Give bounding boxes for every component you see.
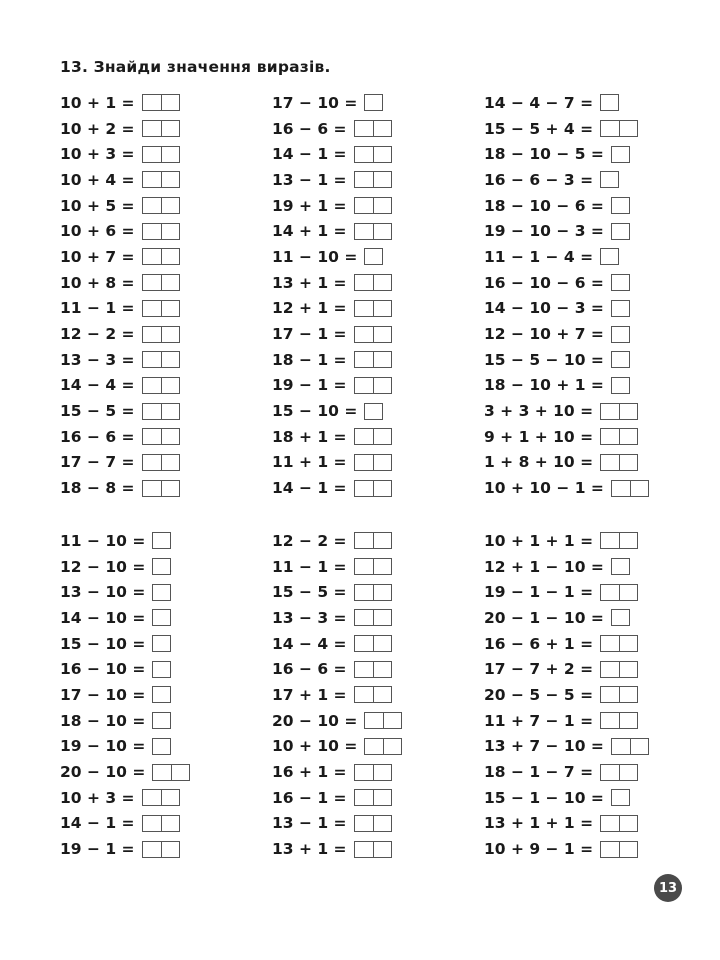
expression-row xyxy=(484,270,704,296)
expression-text: 14 + 1 = xyxy=(272,222,347,241)
expression-row xyxy=(272,450,492,476)
answer-box[interactable] xyxy=(611,351,630,368)
expression-row xyxy=(272,244,492,270)
expression-row xyxy=(484,811,704,837)
answer-box[interactable] xyxy=(142,841,180,858)
expression-text: 15 − 5 − 10 = xyxy=(484,350,604,369)
answer-box[interactable] xyxy=(142,403,180,420)
expression-row xyxy=(272,270,492,296)
expression-row xyxy=(272,141,492,167)
answer-box[interactable] xyxy=(600,764,638,781)
expression-text: 11 − 1 = xyxy=(60,299,135,318)
expression-row xyxy=(60,759,280,785)
expression-text: 14 − 10 = xyxy=(60,608,146,627)
expression-text: 15 − 5 = xyxy=(272,583,347,602)
answer-box[interactable] xyxy=(364,403,383,420)
expression-row xyxy=(484,708,704,734)
answer-box[interactable] xyxy=(354,480,392,497)
answer-box[interactable] xyxy=(354,300,392,317)
expression-text: 10 + 6 = xyxy=(60,222,135,241)
answer-box[interactable] xyxy=(354,171,392,188)
answer-box[interactable] xyxy=(600,403,638,420)
exercise-column xyxy=(272,528,492,862)
answer-box[interactable] xyxy=(364,94,383,111)
expression-text: 17 − 7 + 2 = xyxy=(484,660,594,679)
answer-box[interactable] xyxy=(354,789,392,806)
expression-text: 11 − 1 = xyxy=(272,557,347,576)
expression-text: 11 − 10 = xyxy=(60,531,146,550)
expression-text: 16 − 6 = xyxy=(60,427,135,446)
expression-row xyxy=(60,218,280,244)
expression-row xyxy=(60,244,280,270)
expression-row xyxy=(272,785,492,811)
expression-row xyxy=(272,167,492,193)
answer-box[interactable] xyxy=(142,815,180,832)
expression-text: 16 + 1 = xyxy=(272,763,347,782)
expression-row xyxy=(272,218,492,244)
expression-text: 11 + 7 − 1 = xyxy=(484,711,594,730)
answer-box[interactable] xyxy=(600,686,638,703)
answer-box[interactable] xyxy=(611,197,630,214)
answer-box[interactable] xyxy=(142,248,180,265)
answer-box[interactable] xyxy=(364,248,383,265)
expression-text: 13 + 1 = xyxy=(272,840,347,859)
expression-text: 17 − 10 = xyxy=(60,685,146,704)
answer-box[interactable] xyxy=(611,326,630,343)
expression-text: 16 − 6 + 1 = xyxy=(484,634,594,653)
expression-row xyxy=(60,450,280,476)
expression-text: 13 − 10 = xyxy=(60,583,146,602)
expression-row xyxy=(484,475,704,501)
answer-box[interactable] xyxy=(600,661,638,678)
expression-row xyxy=(272,398,492,424)
answer-box[interactable] xyxy=(354,377,392,394)
expression-row xyxy=(272,811,492,837)
expression-row xyxy=(60,554,280,580)
answer-box[interactable] xyxy=(354,584,392,601)
expression-text: 20 − 1 − 10 = xyxy=(484,608,604,627)
expression-text: 17 + 1 = xyxy=(272,685,347,704)
answer-box[interactable] xyxy=(600,248,619,265)
exercise-column xyxy=(60,90,280,501)
answer-box[interactable] xyxy=(600,635,638,652)
answer-box[interactable] xyxy=(600,171,619,188)
expression-text: 10 + 9 − 1 = xyxy=(484,840,594,859)
expression-row xyxy=(60,682,280,708)
expression-row xyxy=(272,759,492,785)
answer-box[interactable] xyxy=(354,609,392,626)
expression-row xyxy=(60,811,280,837)
expression-text: 13 − 3 = xyxy=(272,608,347,627)
expression-row xyxy=(272,296,492,322)
answer-box[interactable] xyxy=(611,609,630,626)
answer-box[interactable] xyxy=(354,558,392,575)
answer-box[interactable] xyxy=(152,584,171,601)
answer-box[interactable] xyxy=(611,480,649,497)
expression-row xyxy=(272,321,492,347)
expression-row xyxy=(60,475,280,501)
expression-text: 16 − 6 = xyxy=(272,660,347,679)
answer-box[interactable] xyxy=(364,738,402,755)
expression-row xyxy=(60,528,280,554)
expression-row xyxy=(60,193,280,219)
expression-row xyxy=(484,656,704,682)
expression-text: 10 + 1 + 1 = xyxy=(484,531,594,550)
answer-box[interactable] xyxy=(142,351,180,368)
answer-box[interactable] xyxy=(600,841,638,858)
expression-row xyxy=(484,193,704,219)
answer-box[interactable] xyxy=(354,764,392,781)
expression-row xyxy=(484,554,704,580)
exercise-column xyxy=(60,528,280,862)
expression-text: 13 + 1 + 1 = xyxy=(484,814,594,833)
expression-text: 13 + 7 − 10 = xyxy=(484,737,604,756)
expression-text: 20 − 5 − 5 = xyxy=(484,685,594,704)
expression-row xyxy=(60,90,280,116)
expression-row xyxy=(484,116,704,142)
expression-text: 1 + 8 + 10 = xyxy=(484,453,594,472)
expression-text: 19 − 10 − 3 = xyxy=(484,222,604,241)
answer-box[interactable] xyxy=(354,428,392,445)
answer-box[interactable] xyxy=(364,712,402,729)
answer-box[interactable] xyxy=(152,635,171,652)
expression-text: 17 − 7 = xyxy=(60,453,135,472)
expression-row xyxy=(60,270,280,296)
expression-text: 17 − 1 = xyxy=(272,325,347,344)
expression-row xyxy=(484,244,704,270)
answer-box[interactable] xyxy=(354,815,392,832)
expression-text: 14 − 1 = xyxy=(272,479,347,498)
exercise-column xyxy=(272,90,492,501)
expression-text: 10 + 3 = xyxy=(60,145,135,164)
expression-text: 13 − 3 = xyxy=(60,350,135,369)
expression-row xyxy=(60,734,280,760)
expression-text: 18 − 10 − 6 = xyxy=(484,196,604,215)
expression-row xyxy=(484,528,704,554)
expression-text: 14 − 4 − 7 = xyxy=(484,93,594,112)
expression-row xyxy=(272,708,492,734)
expression-text: 18 + 1 = xyxy=(272,427,347,446)
expression-text: 9 + 1 + 10 = xyxy=(484,427,594,446)
expression-text: 14 − 4 = xyxy=(272,634,347,653)
answer-box[interactable] xyxy=(354,841,392,858)
expression-text: 15 − 5 = xyxy=(60,402,135,421)
expression-row xyxy=(60,321,280,347)
answer-box[interactable] xyxy=(611,789,630,806)
answer-box[interactable] xyxy=(152,661,171,678)
answer-box[interactable] xyxy=(354,197,392,214)
expression-text: 19 − 1 − 1 = xyxy=(484,583,594,602)
expression-row xyxy=(272,682,492,708)
expression-text: 16 − 6 = xyxy=(272,119,347,138)
answer-box[interactable] xyxy=(600,584,638,601)
expression-row xyxy=(484,759,704,785)
expression-row xyxy=(60,141,280,167)
expression-text: 12 − 10 + 7 = xyxy=(484,325,604,344)
expression-row xyxy=(272,90,492,116)
expression-row xyxy=(484,836,704,862)
expression-text: 14 − 1 = xyxy=(272,145,347,164)
expression-text: 13 − 1 = xyxy=(272,170,347,189)
expression-row xyxy=(272,528,492,554)
answer-box[interactable] xyxy=(152,738,171,755)
expression-row xyxy=(484,579,704,605)
expression-row xyxy=(60,424,280,450)
expression-row xyxy=(484,347,704,373)
answer-box[interactable] xyxy=(354,661,392,678)
exercise-column xyxy=(484,528,704,862)
expression-row xyxy=(60,605,280,631)
expression-text: 10 + 5 = xyxy=(60,196,135,215)
answer-box[interactable] xyxy=(600,815,638,832)
answer-box[interactable] xyxy=(600,532,638,549)
expression-text: 15 − 5 + 4 = xyxy=(484,119,594,138)
expression-text: 15 − 10 = xyxy=(272,402,358,421)
expression-text: 3 + 3 + 10 = xyxy=(484,402,594,421)
expression-row xyxy=(60,167,280,193)
answer-box[interactable] xyxy=(142,480,180,497)
expression-text: 18 − 10 − 5 = xyxy=(484,145,604,164)
answer-box[interactable] xyxy=(611,146,630,163)
expression-row xyxy=(60,836,280,862)
expression-row xyxy=(484,90,704,116)
answer-box[interactable] xyxy=(142,377,180,394)
answer-box[interactable] xyxy=(611,274,630,291)
exercise-column xyxy=(484,90,704,501)
expression-row xyxy=(484,141,704,167)
answer-box[interactable] xyxy=(611,558,630,575)
expression-text: 18 − 10 = xyxy=(60,711,146,730)
expression-row xyxy=(484,296,704,322)
expression-text: 19 + 1 = xyxy=(272,196,347,215)
expression-text: 15 − 10 = xyxy=(60,634,146,653)
answer-box[interactable] xyxy=(142,94,180,111)
answer-box[interactable] xyxy=(354,120,392,137)
answer-box[interactable] xyxy=(152,764,190,781)
expression-text: 16 − 10 − 6 = xyxy=(484,273,604,292)
answer-box[interactable] xyxy=(142,171,180,188)
answer-box[interactable] xyxy=(152,558,171,575)
expression-text: 18 − 1 − 7 = xyxy=(484,763,594,782)
expression-text: 13 − 1 = xyxy=(272,814,347,833)
answer-box[interactable] xyxy=(600,120,638,137)
answer-box[interactable] xyxy=(142,223,180,240)
answer-box[interactable] xyxy=(354,223,392,240)
expression-row xyxy=(60,631,280,657)
expression-text: 18 − 8 = xyxy=(60,479,135,498)
expression-text: 12 + 1 − 10 = xyxy=(484,557,604,576)
answer-box[interactable] xyxy=(152,609,171,626)
expression-row xyxy=(60,116,280,142)
expression-row xyxy=(484,167,704,193)
expression-text: 10 + 7 = xyxy=(60,247,135,266)
answer-box[interactable] xyxy=(611,738,649,755)
expression-text: 18 − 1 = xyxy=(272,350,347,369)
expression-text: 14 − 1 = xyxy=(60,814,135,833)
expression-row xyxy=(484,450,704,476)
expression-row xyxy=(272,373,492,399)
answer-box[interactable] xyxy=(152,532,171,549)
expression-text: 12 − 10 = xyxy=(60,557,146,576)
expression-row xyxy=(484,682,704,708)
expression-text: 18 − 10 + 1 = xyxy=(484,376,604,395)
expression-text: 19 − 1 = xyxy=(272,376,347,395)
expression-text: 20 − 10 = xyxy=(272,711,358,730)
expression-text: 12 − 2 = xyxy=(272,531,347,550)
answer-box[interactable] xyxy=(142,146,180,163)
expression-text: 19 − 1 = xyxy=(60,840,135,859)
expression-row xyxy=(272,605,492,631)
expression-row xyxy=(484,373,704,399)
expression-text: 10 + 3 = xyxy=(60,788,135,807)
answer-box[interactable] xyxy=(142,428,180,445)
expression-text: 10 + 4 = xyxy=(60,170,135,189)
answer-box[interactable] xyxy=(600,454,638,471)
expression-text: 14 − 4 = xyxy=(60,376,135,395)
answer-box[interactable] xyxy=(611,377,630,394)
expression-row xyxy=(484,785,704,811)
expression-row xyxy=(60,708,280,734)
expression-text: 10 + 8 = xyxy=(60,273,135,292)
expression-row xyxy=(60,296,280,322)
expression-text: 16 − 6 − 3 = xyxy=(484,170,594,189)
expression-row xyxy=(272,347,492,373)
expression-row xyxy=(272,836,492,862)
answer-box[interactable] xyxy=(142,197,180,214)
expression-text: 10 + 10 − 1 = xyxy=(484,479,604,498)
answer-box[interactable] xyxy=(611,300,630,317)
expression-row xyxy=(272,116,492,142)
expression-row xyxy=(272,579,492,605)
expression-text: 10 + 1 = xyxy=(60,93,135,112)
answer-box[interactable] xyxy=(142,789,180,806)
answer-box[interactable] xyxy=(600,712,638,729)
answer-box[interactable] xyxy=(354,326,392,343)
expression-text: 16 − 10 = xyxy=(60,660,146,679)
answer-box[interactable] xyxy=(354,532,392,549)
expression-row xyxy=(60,373,280,399)
expression-text: 12 − 2 = xyxy=(60,325,135,344)
expression-row xyxy=(484,605,704,631)
expression-text: 19 − 10 = xyxy=(60,737,146,756)
answer-box[interactable] xyxy=(354,454,392,471)
expression-text: 10 + 2 = xyxy=(60,119,135,138)
expression-row xyxy=(484,734,704,760)
expression-row xyxy=(60,579,280,605)
answer-box[interactable] xyxy=(142,454,180,471)
answer-box[interactable] xyxy=(354,351,392,368)
expression-text: 15 − 1 − 10 = xyxy=(484,788,604,807)
expression-row xyxy=(272,424,492,450)
expression-row xyxy=(272,193,492,219)
expression-row xyxy=(484,424,704,450)
answer-box[interactable] xyxy=(152,686,171,703)
expression-row xyxy=(60,785,280,811)
expression-row xyxy=(60,347,280,373)
expression-text: 11 − 1 − 4 = xyxy=(484,247,594,266)
expression-text: 20 − 10 = xyxy=(60,763,146,782)
expression-row xyxy=(484,321,704,347)
expression-row xyxy=(272,475,492,501)
exercise-title: 13. Знайди значення виразів. xyxy=(60,58,331,76)
page-number-badge: 13 xyxy=(654,874,682,902)
answer-box[interactable] xyxy=(354,686,392,703)
expression-row xyxy=(484,398,704,424)
expression-text: 12 + 1 = xyxy=(272,299,347,318)
answer-box[interactable] xyxy=(152,712,171,729)
expression-text: 16 − 1 = xyxy=(272,788,347,807)
answer-box[interactable] xyxy=(600,428,638,445)
answer-box[interactable] xyxy=(354,274,392,291)
expression-text: 10 + 10 = xyxy=(272,737,358,756)
expression-text: 11 + 1 = xyxy=(272,453,347,472)
expression-text: 14 − 10 − 3 = xyxy=(484,299,604,318)
expression-row xyxy=(272,734,492,760)
answer-box[interactable] xyxy=(611,223,630,240)
expression-row xyxy=(484,218,704,244)
answer-box[interactable] xyxy=(142,326,180,343)
expression-row xyxy=(272,656,492,682)
answer-box[interactable] xyxy=(142,274,180,291)
expression-row xyxy=(272,631,492,657)
expression-row xyxy=(60,656,280,682)
answer-box[interactable] xyxy=(142,120,180,137)
expression-text: 13 + 1 = xyxy=(272,273,347,292)
answer-box[interactable] xyxy=(354,635,392,652)
expression-row xyxy=(484,631,704,657)
expression-text: 11 − 10 = xyxy=(272,247,358,266)
expression-row xyxy=(272,554,492,580)
answer-box[interactable] xyxy=(354,146,392,163)
answer-box[interactable] xyxy=(142,300,180,317)
expression-row xyxy=(60,398,280,424)
expression-text: 17 − 10 = xyxy=(272,93,358,112)
answer-box[interactable] xyxy=(600,94,619,111)
